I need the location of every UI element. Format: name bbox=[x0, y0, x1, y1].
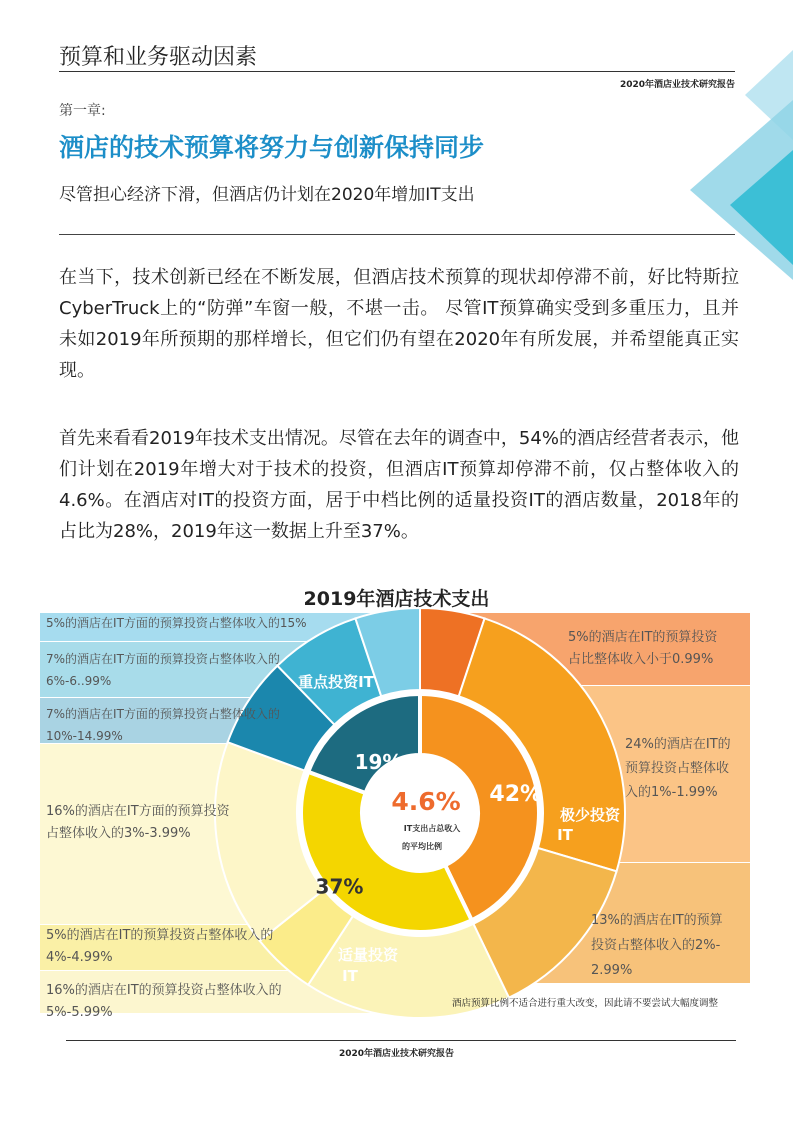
label-minimal-2: 13%的酒店在IT的预算 投资占整体收入的2%- 2.99% bbox=[591, 913, 723, 978]
group-label-minimal-1: 极少投资 bbox=[559, 806, 621, 824]
center-value: 4.6% bbox=[391, 787, 461, 816]
group-label-moderate-2: IT bbox=[342, 967, 358, 985]
chart-title: 2019年酒店技术支出 bbox=[303, 588, 490, 610]
inner-label-moderate: 37% bbox=[315, 874, 364, 899]
header-rule bbox=[59, 71, 735, 72]
chapter-subhead: 尽管担心经济下滑，但酒店仍计划在2020年增加IT支出 bbox=[59, 185, 475, 205]
body-paragraph-2: 首先来看看2019年技术支出情况。尽管在去年的调查中，54%的酒店经营者表示，他们计划在2019年增大对于技术的投资，但酒店IT预算却停滞不前，仅占整体收入的4.6%。在酒店对IT的投资方面，居于中档比例的适量投资IT的酒店数量，2018年的占比为28%，2019年这一数据上升至37%。 bbox=[59, 428, 739, 542]
label-moderate-5: 16%的酒店在IT的预算投资占整体收入的 5%-5.99% bbox=[46, 983, 282, 1020]
inner-label-focused: 19% bbox=[354, 750, 403, 775]
body-paragraph-1: 在当下，技术创新已经在不断发展，但酒店技术预算的现状却停滞不前，好比特斯拉CyberTruck上的“防弹”车窗一般，不堪一击。 尽管IT预算确实受到多重压力，且并未如2019年所预期的那样增长，但它们仍有望在2020年有所发展，并希望能真正实现。 bbox=[59, 267, 739, 381]
label-focused-6: 7%的酒店在IT方面的预算投资占整体收入的 6%-6..99% bbox=[46, 652, 280, 688]
header-report-name: 2020年酒店业技术研究报告 bbox=[619, 80, 735, 90]
section-title: 预算和业务驱动因素 bbox=[59, 45, 258, 70]
group-label-minimal-2: IT bbox=[557, 826, 573, 844]
label-moderate-3: 16%的酒店在IT方面的预算投资 占整体收入的3%-3.99% bbox=[46, 804, 230, 841]
footer-rule bbox=[66, 1040, 736, 1041]
chapter-headline: 酒店的技术预算将努力与创新保持同步 bbox=[59, 133, 485, 162]
center-caption-1: IT支出占总收入 bbox=[403, 824, 461, 833]
label-moderate-4: 5%的酒店在IT的预算投资占整体收入的 4%-4.99% bbox=[46, 928, 274, 965]
group-label-moderate-1: 适量投资 bbox=[337, 946, 399, 964]
footer-report-name: 2020年酒店业技术研究报告 bbox=[338, 1049, 455, 1059]
center-caption-2: 的平均比例 bbox=[402, 842, 442, 851]
group-label-focused: 重点投资IT bbox=[298, 673, 374, 691]
inner-label-minimal: 42% bbox=[489, 781, 543, 807]
label-minimal-099: 5%的酒店在IT的预算投资 占比整体收入小于0.99% bbox=[568, 630, 718, 667]
chart-footnote: 酒店预算比例不适合进行重大改变，因此请不要尝试大幅度调整 bbox=[452, 998, 719, 1009]
subhead-rule bbox=[59, 234, 735, 235]
label-focused-10: 7%的酒店在IT方面的预算投资占整体收入的 10%-14.99% bbox=[46, 707, 280, 743]
label-minimal-1: 24%的酒店在IT的 预算投资占整体收 入的1%-1.99% bbox=[625, 737, 731, 800]
chapter-label: 第一章: bbox=[59, 103, 106, 119]
label-focused-15: 5%的酒店在IT方面的预算投资占整体收入的15% bbox=[46, 616, 307, 630]
